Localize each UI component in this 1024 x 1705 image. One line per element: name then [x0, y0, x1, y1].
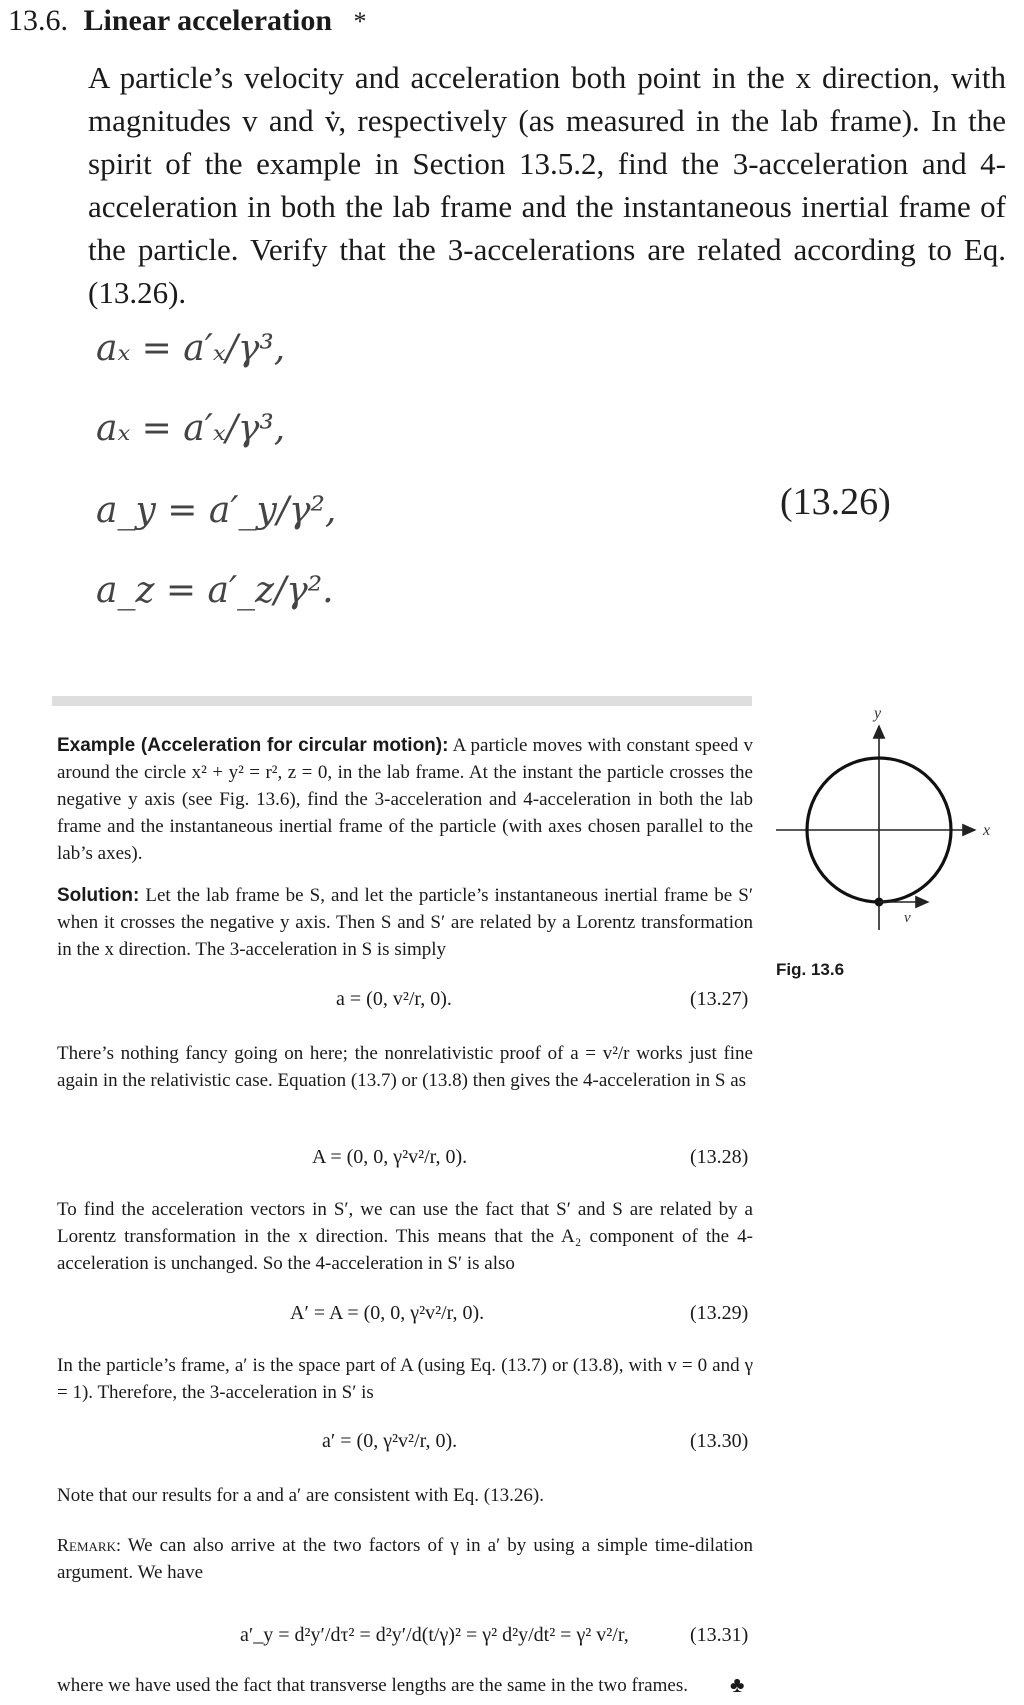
- eq-1330-number: (13.30): [690, 1430, 749, 1452]
- solution-heading: Solution:: [57, 885, 140, 906]
- remark-body: We can also arrive at the two factors of γ in a′ by using a simple time-dilation argument. We have: [57, 1535, 753, 1583]
- paragraph-6: where we have used the fact that transverse lengths are the same in the two frames.: [57, 1675, 688, 1696]
- eq-1329-number: (13.29): [690, 1302, 749, 1324]
- figure-13-6-diagram: [770, 700, 1000, 940]
- end-of-example-club-icon: ♣: [730, 1672, 745, 1697]
- problem-heading: [8, 4, 367, 38]
- remark-block: [57, 1532, 753, 1586]
- paragraph-4: In the particle’s frame, a′ is the space part of A (using Eq. (13.7) or (13.8), with v = 0 and γ = 1). Therefore, the 3-acceleration in S′ is: [57, 1355, 753, 1403]
- eq-1326-line-1: aₓ = a′ₓ/γ³,: [96, 328, 286, 369]
- eq-1326-line-3: a_y = a′_y/γ²,: [96, 490, 337, 531]
- velocity-label: v: [904, 910, 911, 926]
- difficulty-star: *: [353, 7, 367, 36]
- paragraph-2: There’s nothing fancy going on here; the nonrelativistic proof of a = v²/r works just fine again in the relativistic case. Equation (13.7) or (13.8) then gives the 4-acceleration in S as: [57, 1043, 753, 1091]
- paragraph-3: To find the acceleration vectors in S′, we can use the fact that S′ and S are related by a Lorentz transformation in the x direction. This means that the A₂ component of the 4-acceleration is unchanged. So the 4-acceleration in S′ is also: [57, 1199, 753, 1274]
- eq-1328: A = (0, 0, γ²v²/r, 0).: [312, 1146, 468, 1168]
- paragraph-5: Note that our results for a and a′ are consistent with Eq. (13.26).: [57, 1485, 544, 1506]
- eq-1326-line-4: a_z = a′_z/γ².: [96, 570, 334, 611]
- problem-paragraph: A particle’s velocity and acceleration both point in the x direction, with magnitudes v and v̇, respectively (as measured in the lab frame). In the spirit of the example in Section 13.5.2, find the 3-acceleration and 4-acceleration in both the lab frame and the instantaneous inertial frame of the particle. Verify that the 3-accelerations are related according to Eq. (13.26).: [88, 60, 1006, 310]
- eq-1331: a′_y = d²y′/dτ² = d²y′/d(t/γ)² = γ² d²y/dt² = γ² v²/r,: [240, 1624, 629, 1646]
- y-axis-label: y: [874, 705, 882, 722]
- eq-1328-number: (13.28): [690, 1146, 749, 1168]
- eq-1326-number: (13.26): [780, 481, 891, 523]
- eq-1330: a′ = (0, γ²v²/r, 0).: [322, 1430, 458, 1452]
- example-heading: Example (Acceleration for circular motion):: [57, 735, 449, 756]
- eq-1327: a = (0, v²/r, 0).: [336, 988, 452, 1010]
- solution-body: Let the lab frame be S, and let the particle’s instantaneous inertial frame be S′ when it crosses the negative y axis. Then S and S′ are related by a Lorentz transformation in the x direction. The 3-acceleration in S is simply: [57, 885, 753, 960]
- example-statement: [57, 732, 753, 867]
- solution-block: [57, 882, 753, 963]
- eq-1327-number: (13.27): [690, 988, 749, 1010]
- problem-title: Linear acceleration: [83, 4, 333, 37]
- x-axis-label: x: [983, 822, 991, 839]
- problem-number: 13.6.: [8, 4, 68, 37]
- eq-1331-number: (13.31): [690, 1624, 749, 1646]
- figure-caption: Fig. 13.6: [776, 960, 845, 979]
- eq-1329: A′ = A = (0, 0, γ²v²/r, 0).: [290, 1302, 485, 1324]
- problem-statement: [88, 56, 1006, 314]
- remark-label: Remark:: [57, 1535, 121, 1555]
- eq-1326-line-2: aₓ = a′ₓ/γ³,: [96, 408, 286, 449]
- section-divider: [52, 696, 752, 706]
- example-body: A particle moves with constant speed v around the circle x² + y² = r², z = 0, in the lab frame. At the instant the particle crosses the negative y axis (see Fig. 13.6), find the 3-acceleration and 4-acceleration in both the lab frame and the instantaneous inertial frame of the particle (with axes chosen parallel to the lab’s axes).: [57, 735, 754, 864]
